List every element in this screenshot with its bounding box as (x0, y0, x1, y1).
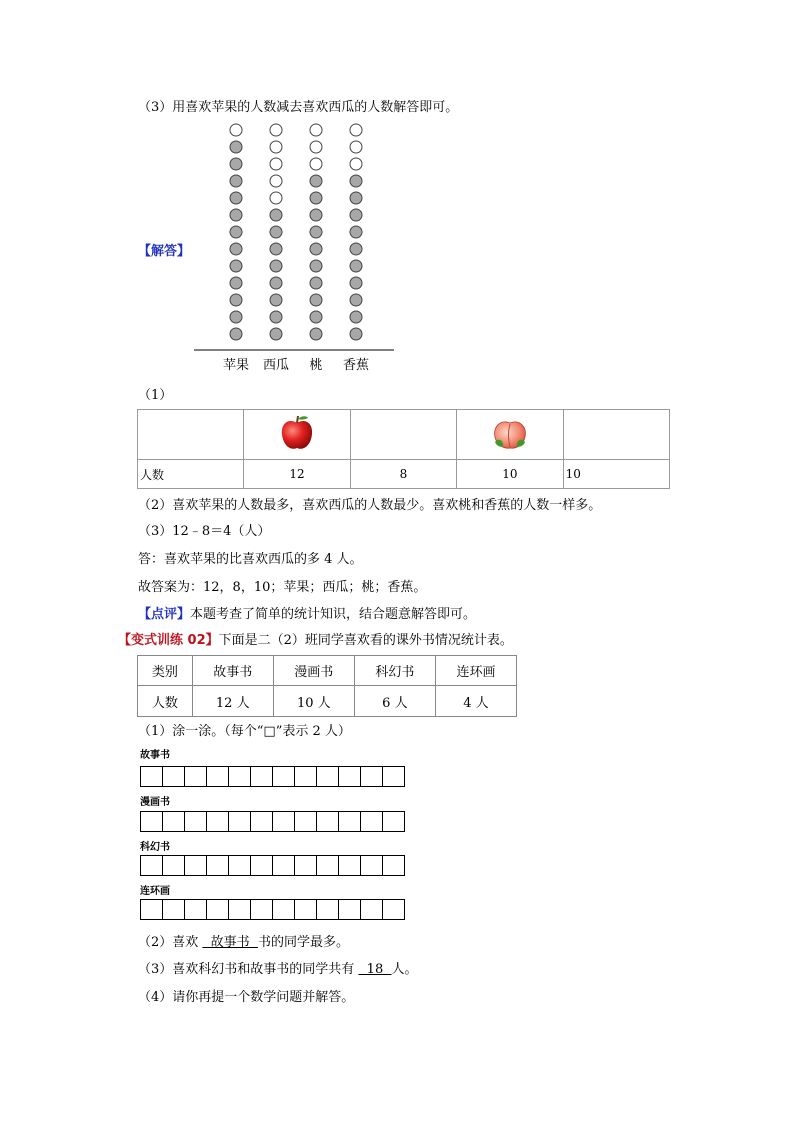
pictograph-circle (270, 192, 282, 204)
grid-cell[interactable] (141, 766, 163, 787)
pictograph-circle (270, 243, 282, 255)
grid-cell[interactable] (339, 855, 361, 876)
pictograph-circle (310, 124, 322, 136)
pictograph-circle (350, 243, 362, 255)
grid-cell[interactable] (163, 899, 185, 920)
pictograph-circle (230, 243, 242, 255)
pictograph-circle (350, 311, 362, 323)
grid-cell[interactable] (339, 899, 361, 920)
part3-line: （3）12﹣8＝4（人） (138, 524, 271, 539)
pictograph-circle (230, 260, 242, 272)
pictograph-circle (310, 294, 322, 306)
grid-cell[interactable] (361, 855, 383, 876)
variant-label: 【变式训练 02】 (118, 633, 219, 648)
grid-cell[interactable] (317, 855, 339, 876)
book-header-scifi: 科幻书 (354, 656, 435, 686)
part1-label: （1） (138, 388, 173, 403)
grid-cell[interactable] (229, 811, 251, 832)
pictograph-circle (230, 192, 242, 204)
pictograph-category-label: 苹果 (222, 358, 250, 373)
q3-suffix: 人。 (391, 962, 418, 977)
fruit-row-label: 人数 (138, 460, 244, 489)
pictograph-circle (230, 158, 242, 170)
pictograph-circle (270, 175, 282, 187)
grid-label-story: 故事书 (140, 750, 170, 761)
grid-comic[interactable] (140, 811, 405, 832)
book-comic-count: 10 人 (273, 686, 354, 717)
pictograph-chart (190, 118, 400, 378)
grid-story[interactable] (140, 766, 405, 787)
book-picture-count: 4 人 (435, 686, 516, 717)
pictograph-circle (350, 294, 362, 306)
grid-cell[interactable] (383, 766, 405, 787)
pictograph-circle (310, 226, 322, 238)
book-header-picture: 连环画 (435, 656, 516, 686)
grid-cell[interactable] (339, 811, 361, 832)
peach-icon (489, 415, 531, 451)
grid-cell[interactable] (163, 766, 185, 787)
pictograph-circle (310, 311, 322, 323)
q2-answer: 故事书 (202, 935, 258, 950)
pictograph-circle (350, 209, 362, 221)
pictograph-circle (270, 328, 282, 340)
banana-count: 10 (563, 460, 669, 489)
answer-line: 答：喜欢苹果的比喜欢西瓜的多 4 人。 (138, 552, 363, 567)
grid-cell[interactable] (185, 855, 207, 876)
pictograph-circle (310, 141, 322, 153)
grid-cell[interactable] (185, 766, 207, 787)
variant-text: 下面是二（2）班同学喜欢看的课外书情况统计表。 (218, 633, 513, 648)
pictograph-circle (350, 175, 362, 187)
grid-cell[interactable] (317, 766, 339, 787)
grid-cell[interactable] (317, 899, 339, 920)
final-answer-line: 故答案为：12，8，10；苹果；西瓜；桃；香蕉。 (138, 580, 427, 595)
grid-cell[interactable] (251, 855, 273, 876)
pictograph-circle (310, 260, 322, 272)
grid-cell[interactable] (273, 811, 295, 832)
pictograph-circle (350, 260, 362, 272)
comment-text: 本题考查了简单的统计知识，结合题意解答即可。 (190, 607, 477, 622)
pictograph-category-label: 香蕉 (342, 358, 370, 373)
grid-cell[interactable] (361, 899, 383, 920)
pictograph-circle (270, 124, 282, 136)
grid-label-picture: 连环画 (140, 886, 170, 897)
grid-label-comic: 漫画书 (140, 797, 170, 808)
pictograph-circle (270, 226, 282, 238)
book-scifi-count: 6 人 (354, 686, 435, 717)
part2-line: （2）喜欢苹果的人数最多，喜欢西瓜的人数最少。喜欢桃和香蕉的人数一样多。 (138, 498, 602, 513)
pictograph-circle (350, 124, 362, 136)
pictograph-circle (270, 277, 282, 289)
grid-cell[interactable] (163, 811, 185, 832)
variant-line (118, 629, 513, 648)
pictograph-circle (350, 158, 362, 170)
peach-count: 10 (457, 460, 564, 489)
pictograph-circle (230, 175, 242, 187)
pictograph-circle (350, 277, 362, 289)
pictograph-circle (310, 328, 322, 340)
grid-cell[interactable] (185, 899, 207, 920)
apple-icon (279, 414, 315, 452)
grid-picture[interactable] (140, 899, 405, 920)
pictograph-circle (350, 141, 362, 153)
book-header-category: 类别 (138, 656, 193, 686)
answer-label: 【解答】 (138, 244, 191, 259)
q2-prefix: （2）喜欢 (138, 935, 203, 950)
pictograph-circle (230, 311, 242, 323)
pictograph-circle (230, 277, 242, 289)
pictograph-circle (230, 328, 242, 340)
pictograph-circle (230, 141, 242, 153)
grid-cell[interactable] (141, 899, 163, 920)
grid-cell[interactable] (339, 766, 361, 787)
question-2 (138, 931, 349, 950)
grid-cell[interactable] (229, 766, 251, 787)
pictograph-circle (270, 260, 282, 272)
pictograph-circle (350, 192, 362, 204)
book-row-label: 人数 (138, 686, 193, 717)
grid-cell[interactable] (383, 855, 405, 876)
grid-label-scifi: 科幻书 (140, 842, 170, 853)
pictograph-circle (230, 124, 242, 136)
apple-cell (244, 410, 350, 460)
q3-prefix: （3）喜欢科幻书和故事书的同学共有 (138, 962, 359, 977)
watermelon-count: 8 (350, 460, 456, 489)
pictograph-circle (310, 209, 322, 221)
grid-cell[interactable] (207, 766, 229, 787)
q3-answer: 18 (358, 962, 392, 977)
pictograph-circle (230, 226, 242, 238)
grid-cell[interactable] (383, 811, 405, 832)
grid-cell[interactable] (273, 766, 295, 787)
pictograph-circle (270, 158, 282, 170)
pictograph-circle (310, 158, 322, 170)
grid-cell[interactable] (361, 766, 383, 787)
grid-scifi[interactable] (140, 855, 405, 876)
grid-cell[interactable] (185, 811, 207, 832)
grid-cell[interactable] (317, 811, 339, 832)
question-1: （1）涂一涂。（每个“□”表示 2 人） (138, 724, 351, 739)
comment-label: 【点评】 (138, 607, 191, 622)
grid-cell[interactable] (295, 855, 317, 876)
pictograph-circle (310, 243, 322, 255)
grid-cell[interactable] (163, 855, 185, 876)
grid-cell[interactable] (361, 811, 383, 832)
pictograph-category-label: 西瓜 (262, 358, 290, 373)
pictograph-circle (310, 175, 322, 187)
question-4: （4）请你再提一个数学问题并解答。 (138, 990, 355, 1005)
pictograph-circle (230, 294, 242, 306)
pictograph-circle (270, 311, 282, 323)
grid-cell[interactable] (207, 811, 229, 832)
apple-count: 12 (244, 460, 350, 489)
pictograph-circle (310, 277, 322, 289)
pictograph-category-label: 桃 (309, 358, 323, 373)
grid-cell[interactable] (383, 899, 405, 920)
grid-cell[interactable] (251, 899, 273, 920)
grid-cell[interactable] (295, 766, 317, 787)
grid-cell[interactable] (251, 766, 273, 787)
grid-cell[interactable] (273, 899, 295, 920)
pictograph-circle (310, 192, 322, 204)
grid-cell[interactable] (295, 811, 317, 832)
pictograph-circle (270, 294, 282, 306)
grid-cell[interactable] (141, 811, 163, 832)
grid-cell[interactable] (251, 811, 273, 832)
grid-cell[interactable] (229, 855, 251, 876)
book-header-story: 故事书 (192, 656, 273, 686)
grid-cell[interactable] (295, 899, 317, 920)
grid-cell[interactable] (141, 855, 163, 876)
q2-suffix: 书的同学最多。 (257, 935, 349, 950)
pictograph-circle (230, 209, 242, 221)
intro-step-3: （3）用喜欢苹果的人数减去喜欢西瓜的人数解答即可。 (138, 100, 459, 115)
book-story-count: 12 人 (192, 686, 273, 717)
grid-cell[interactable] (273, 855, 295, 876)
grid-cell[interactable] (229, 899, 251, 920)
pictograph-circle (350, 328, 362, 340)
book-header-comic: 漫画书 (273, 656, 354, 686)
pictograph-circle (350, 226, 362, 238)
question-3 (138, 958, 418, 977)
comment-line (138, 603, 476, 622)
grid-cell[interactable] (207, 855, 229, 876)
fruit-table (137, 409, 670, 489)
grid-cell[interactable] (207, 899, 229, 920)
pictograph-circle (270, 209, 282, 221)
pictograph-circle (270, 141, 282, 153)
peach-cell (457, 410, 564, 460)
book-table (137, 655, 517, 717)
